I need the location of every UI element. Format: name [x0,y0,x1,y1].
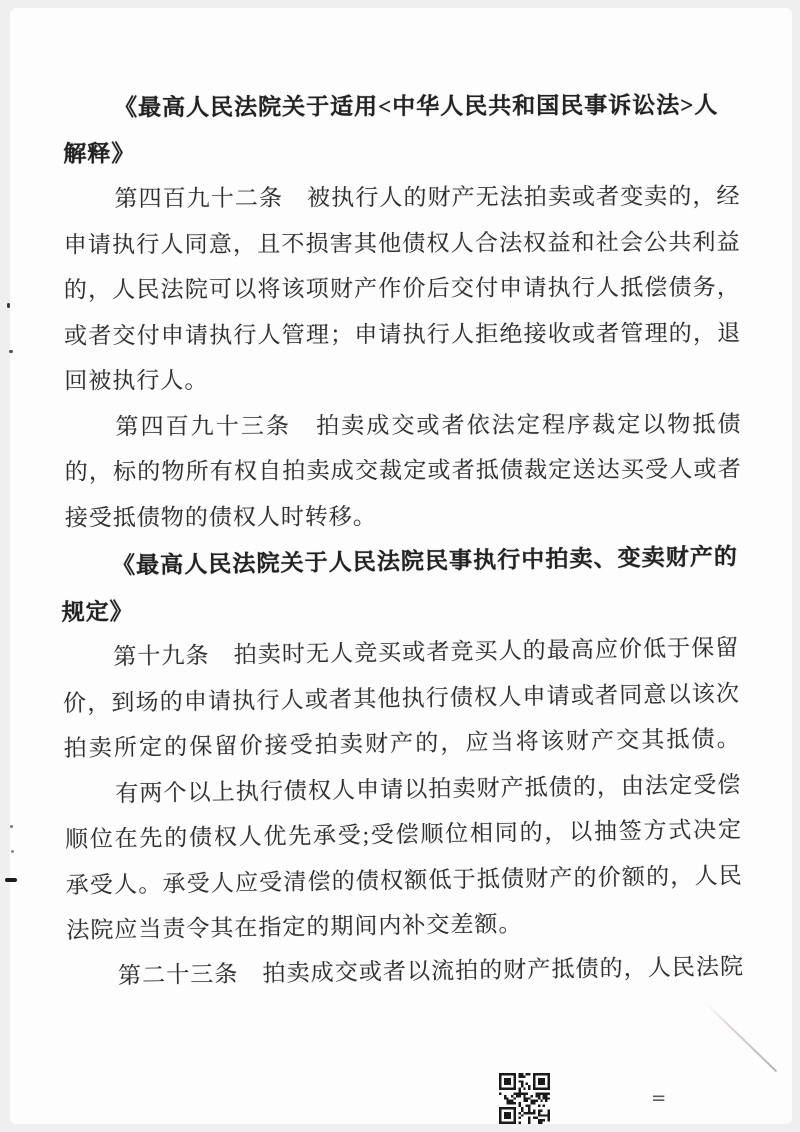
doc-line: 第十九条 拍卖时无人竞买或者竞买人的最高应价低于保留 [113,634,739,670]
doc-line: 接受抵债物的债权人时转移。 [64,503,377,530]
scan-speck-artifact [11,850,14,853]
doc-line: 法院应当责令其在指定的期间内补交差额。 [66,911,523,943]
doc-line: 第二十三条 拍卖成交或者以流拍的财产抵债的，人民法院 [117,953,744,988]
qr-code [497,1073,552,1124]
doc-line: 的，标的物所有权自拍卖成交裁定或者抵债裁定送达买受人或者 [64,456,741,485]
scan-speck-artifact [10,825,13,828]
doc-line: 有两个以上执行债权人申请以拍卖财产抵债的，由法定受偿 [115,771,741,806]
scanned-page [10,8,792,1124]
doc-heading-line: 解释》 [63,140,136,166]
doc-line: 第四百九十三条 拍卖成交或者依法定程序裁定以物抵债 [115,411,741,439]
document-text [61,84,744,994]
doc-line: 或者交付申请执行人管理；申请执行人拒绝接收或者管理的，退 [64,320,741,348]
document-section-1 [63,83,741,541]
doc-line: 的，人民法院可以将该项财产作价后交付申请执行人抵偿债务， [63,274,740,303]
document-section-2 [61,534,744,999]
doc-line: 第四百九十二条 被执行人的财产无法拍卖或者变卖的，经 [114,183,740,212]
doc-line: 申请执行人同意，且不损害其他债权人合法权益和社会公共利益 [63,229,740,257]
equals-mark: = [652,1087,666,1110]
doc-line: 承受人。承受人应受清偿的债权额低于抵债财产的价额的，人民 [65,862,742,898]
scan-speck-artifact [7,303,10,308]
scan-speck-artifact [9,350,13,353]
doc-line: 顺位在先的债权人优先承受;受偿顺位相同的，以抽签方式决定 [64,816,742,853]
scan-speck-artifact [5,878,17,882]
doc-heading-line: 《最高人民法院关于人民法院民事执行中拍卖、变卖财产的 [111,544,738,579]
doc-line: 价，到场的申请执行人或者其他执行债权人申请或者同意以该次 [62,680,740,716]
scan-crease-artifact [705,1002,778,1072]
doc-heading-line: 《最高人民法院关于适用<中华人民共和国民事诉讼法>人 [114,92,719,121]
doc-line: 拍卖所定的保留价接受拍卖财产的，应当将该财产交其抵债。 [63,725,740,762]
doc-heading-line: 规定》 [61,598,134,625]
doc-line: 回被执行人。 [64,367,209,394]
